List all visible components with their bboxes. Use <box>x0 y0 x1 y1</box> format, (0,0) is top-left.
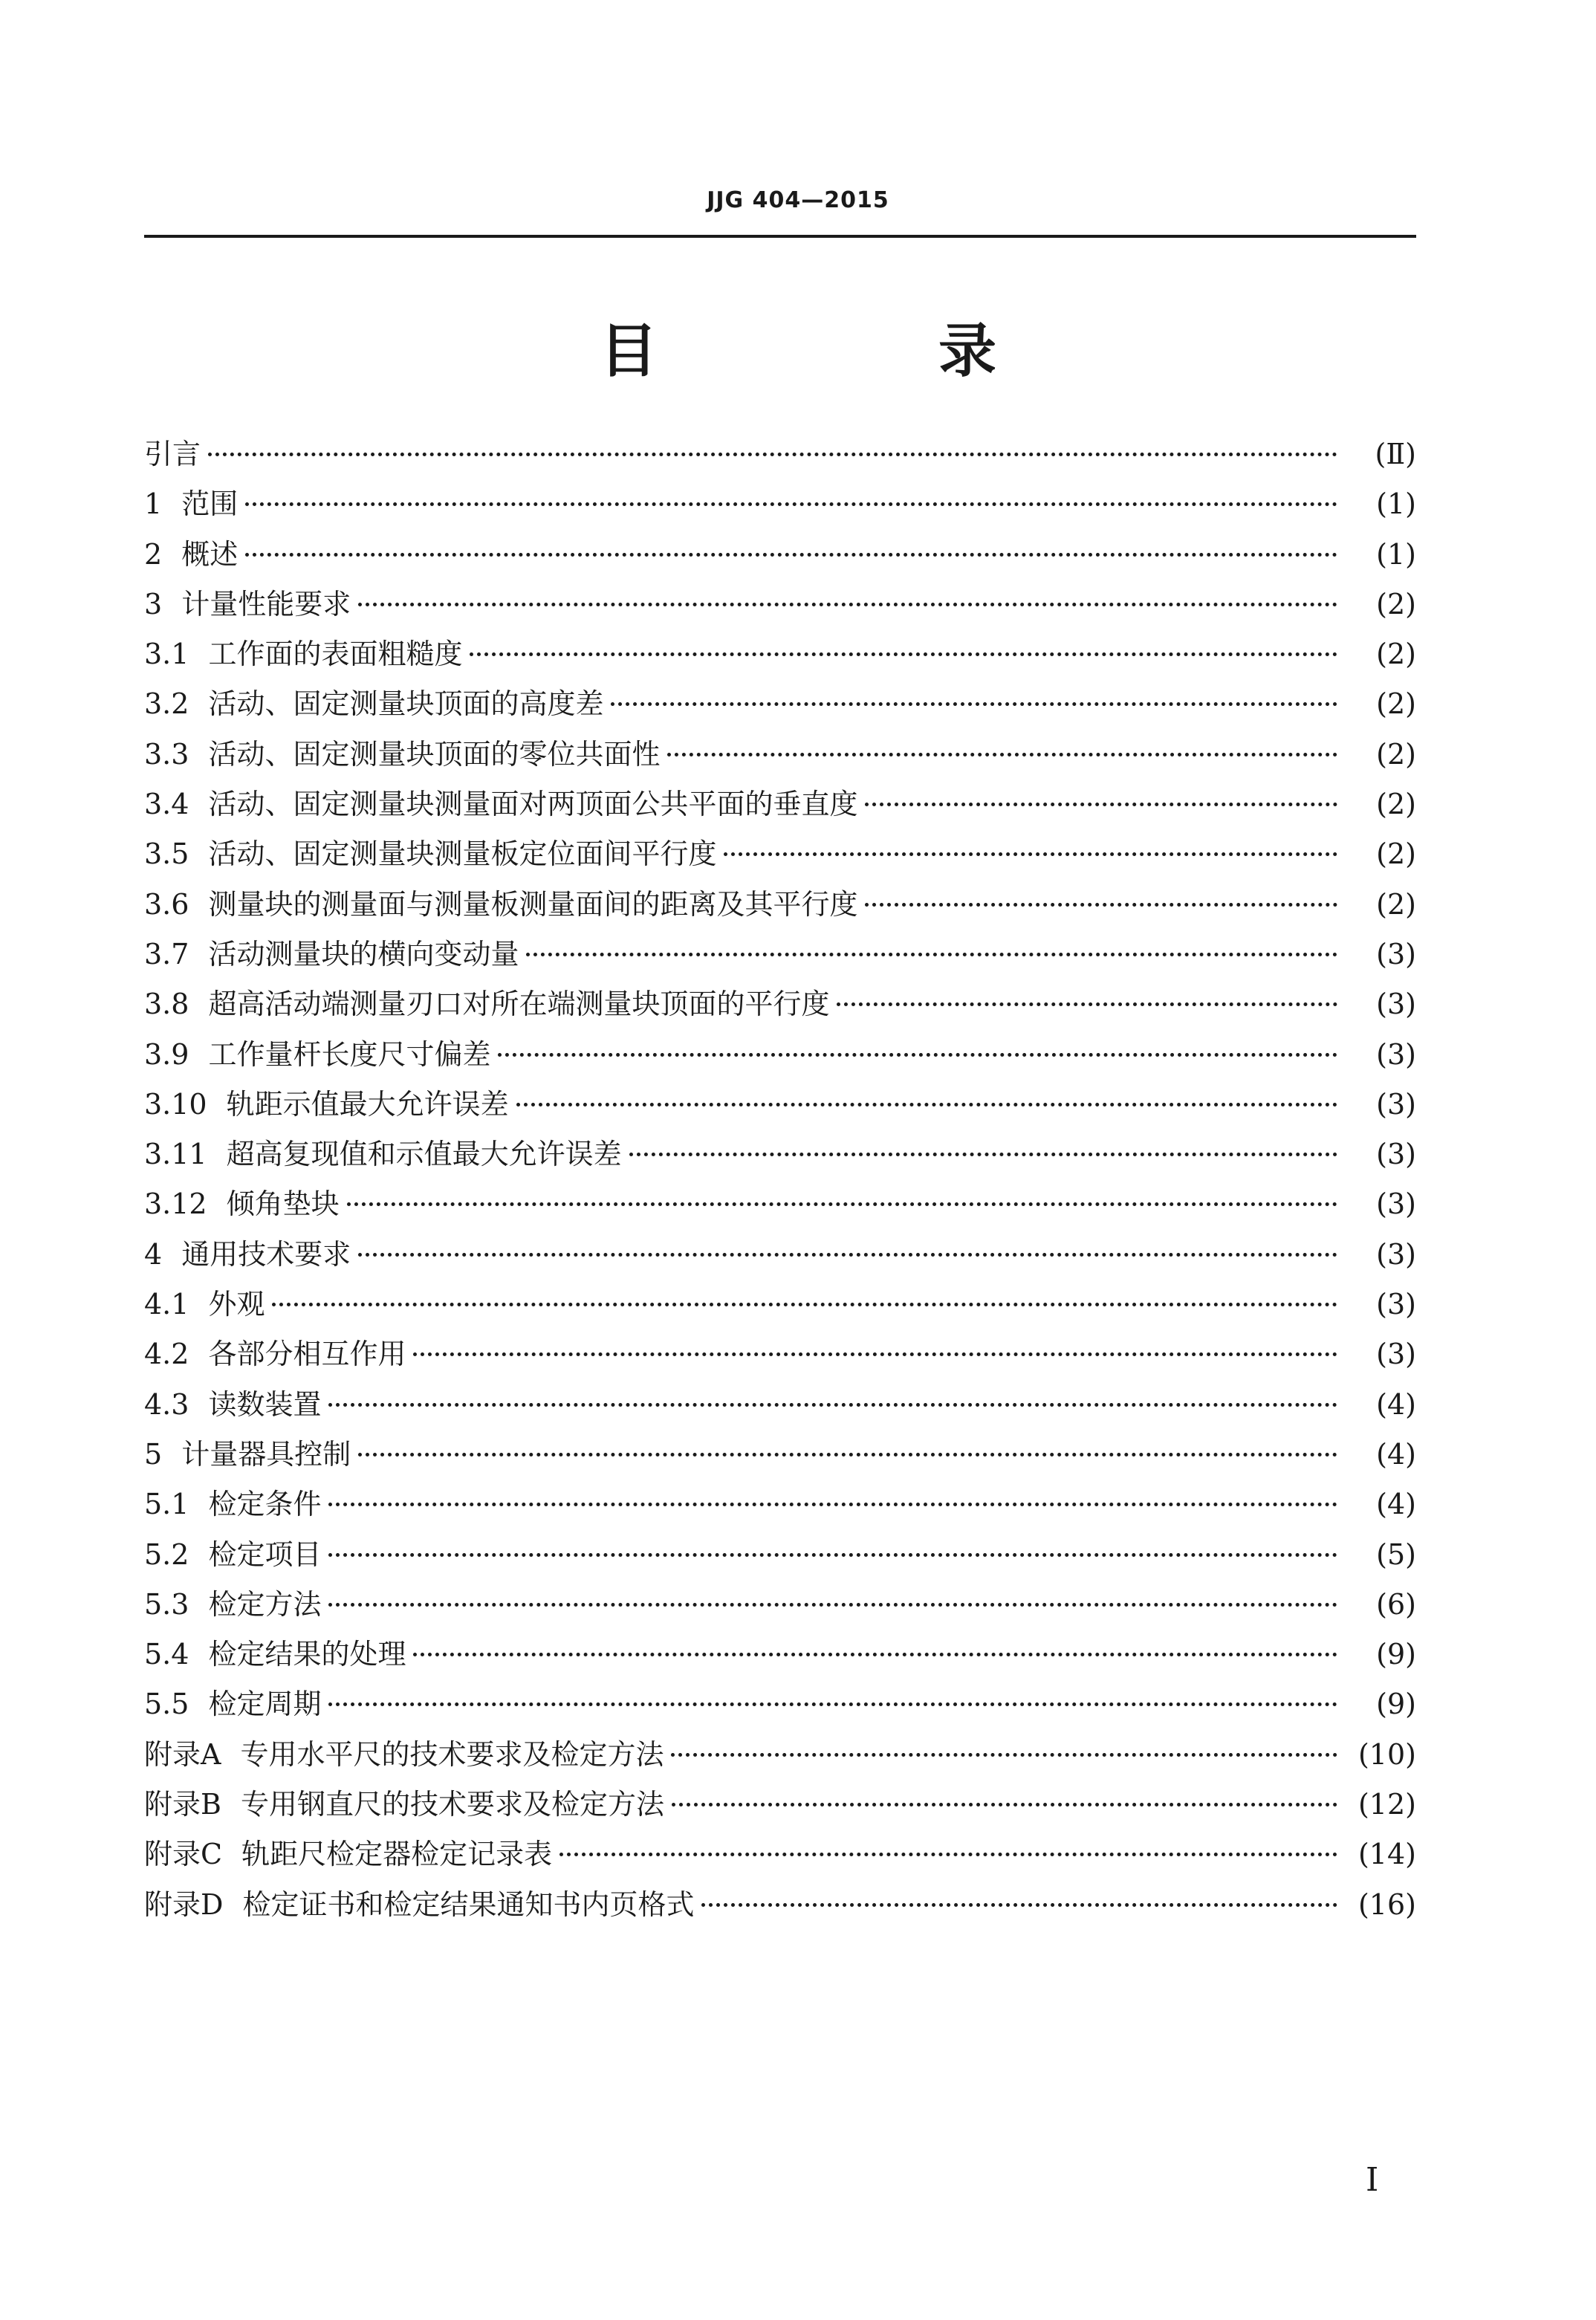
toc-entry-number: 5.3 <box>144 1587 189 1621</box>
toc-entry-title: 各部分相互作用 <box>208 1338 406 1371</box>
toc-entry[interactable] <box>144 730 1416 780</box>
toc-entry[interactable] <box>144 1030 1416 1080</box>
toc-entry-number: 3.8 <box>144 988 189 1021</box>
toc-entry-number: 3.6 <box>144 887 189 921</box>
toc-entry-title: 活动、固定测量块测量面对两顶面公共平面的垂直度 <box>208 788 858 821</box>
running-header: JJG 404—2015 <box>707 187 889 213</box>
toc-entry[interactable] <box>144 629 1416 679</box>
toc-entry-title: 检定方法 <box>208 1587 322 1621</box>
toc-entry-page: (2) <box>1376 837 1416 871</box>
toc-dot-leader <box>208 453 1337 456</box>
toc-dot-leader <box>559 1853 1337 1856</box>
toc-entry[interactable] <box>144 1830 1416 1879</box>
toc-entry-number: 1 <box>144 487 163 521</box>
toc-entry-page: (14) <box>1357 1838 1416 1871</box>
toc-entry[interactable] <box>144 1130 1416 1179</box>
toc-dot-leader <box>667 753 1337 756</box>
toc-entry-number: 4.3 <box>144 1387 189 1421</box>
toc-entry-page: (16) <box>1357 1888 1416 1921</box>
toc-entry-number: 5 <box>144 1437 163 1471</box>
toc-entry[interactable] <box>144 1080 1416 1130</box>
toc-entry-page: (2) <box>1376 638 1416 671</box>
toc-entry[interactable] <box>144 979 1416 1029</box>
toc-entry[interactable] <box>144 1179 1416 1229</box>
header-rule <box>144 235 1416 238</box>
toc-entry[interactable] <box>144 1580 1416 1630</box>
toc-entry-number: 3.12 <box>144 1187 207 1221</box>
toc-dot-leader <box>865 903 1337 907</box>
toc-entry-number: 附录B <box>144 1788 221 1821</box>
toc-entry-title: 计量性能要求 <box>181 587 351 620</box>
toc-entry-title: 工作量杆长度尺寸偏差 <box>208 1037 491 1071</box>
toc-entry-number: 4 <box>144 1237 163 1271</box>
toc-entry-number: 3.10 <box>144 1087 207 1121</box>
toc-entry-page: (2) <box>1376 887 1416 921</box>
toc-entry-title: 活动、固定测量块顶面的零位共面性 <box>208 737 661 771</box>
toc-dot-leader <box>358 1453 1337 1457</box>
toc-entry[interactable] <box>144 1230 1416 1280</box>
toc-dot-leader <box>470 652 1337 656</box>
toc-dot-leader <box>611 702 1337 706</box>
toc-dot-leader <box>498 1053 1337 1057</box>
toc-entry-number: 3.2 <box>144 687 189 721</box>
page-number: I <box>1366 2161 1379 2199</box>
toc-entry-page: (9) <box>1376 1638 1416 1671</box>
toc-dot-leader <box>328 1503 1337 1506</box>
toc-entry-title: 专用钢直尺的技术要求及检定方法 <box>240 1788 664 1821</box>
toc-entry-title: 检定条件 <box>208 1488 322 1521</box>
toc-entry-title: 检定证书和检定结果通知书内页格式 <box>242 1888 695 1921</box>
toc-entry-title: 检定结果的处理 <box>208 1638 406 1671</box>
toc-entry-number: 2 <box>144 537 163 571</box>
toc-entry[interactable] <box>144 880 1416 930</box>
toc-entry-page: (2) <box>1376 687 1416 721</box>
toc-entry-title: 活动测量块的横向变动量 <box>208 937 519 971</box>
table-of-contents <box>144 430 1416 1930</box>
toc-dot-leader <box>328 1553 1337 1557</box>
toc-entry[interactable] <box>144 430 1416 479</box>
toc-entry-number: 5.4 <box>144 1638 189 1671</box>
toc-entry-number: 附录C <box>144 1838 223 1871</box>
toc-dot-leader <box>328 1702 1337 1706</box>
toc-entry-title: 通用技术要求 <box>181 1237 351 1271</box>
toc-entry-page: (3) <box>1376 1187 1416 1221</box>
toc-entry-number: 附录D <box>144 1888 224 1921</box>
toc-entry-page: (5) <box>1376 1538 1416 1571</box>
toc-entry-page: (3) <box>1376 1237 1416 1271</box>
toc-entry-title: 活动、固定测量块测量板定位面间平行度 <box>208 837 717 871</box>
toc-dot-leader <box>701 1903 1337 1907</box>
toc-dot-leader <box>245 553 1337 557</box>
toc-dot-leader <box>413 1653 1337 1656</box>
toc-entry-page: (3) <box>1376 1087 1416 1121</box>
toc-dot-leader <box>358 1253 1337 1257</box>
toc-dot-leader <box>724 852 1337 856</box>
toc-entry-title: 概述 <box>181 537 239 571</box>
toc-entry[interactable] <box>144 1329 1416 1379</box>
toc-entry[interactable] <box>144 530 1416 580</box>
toc-dot-leader <box>328 1403 1337 1407</box>
toc-entry-page: (12) <box>1357 1788 1416 1821</box>
toc-entry-number: 3.1 <box>144 638 189 671</box>
toc-entry-page: (3) <box>1376 988 1416 1021</box>
toc-entry-page: (3) <box>1376 1338 1416 1371</box>
toc-entry-page: (4) <box>1376 1488 1416 1521</box>
toc-entry-number: 3.4 <box>144 788 189 821</box>
toc-entry-number: 附录A <box>144 1737 221 1771</box>
toc-entry[interactable] <box>144 1380 1416 1430</box>
toc-entry[interactable] <box>144 1480 1416 1529</box>
page-title: 目 录 <box>599 318 1108 385</box>
toc-entry[interactable] <box>144 1630 1416 1679</box>
toc-entry-number: 3 <box>144 587 163 620</box>
toc-entry-number: 4.1 <box>144 1288 189 1321</box>
toc-dot-leader <box>672 1803 1337 1807</box>
toc-entry[interactable] <box>144 1780 1416 1830</box>
toc-entry-page: (3) <box>1376 937 1416 971</box>
toc-entry[interactable] <box>144 930 1416 979</box>
toc-entry[interactable] <box>144 1430 1416 1480</box>
toc-dot-leader <box>516 1103 1337 1106</box>
toc-entry-page: (2) <box>1376 587 1416 620</box>
toc-dot-leader <box>865 803 1337 806</box>
toc-entry-page: (6) <box>1376 1587 1416 1621</box>
toc-dot-leader <box>837 1002 1337 1006</box>
toc-entry-page: (3) <box>1376 1288 1416 1321</box>
toc-entry-title: 轨距示值最大允许误差 <box>226 1087 509 1121</box>
toc-dot-leader <box>328 1603 1337 1607</box>
toc-entry-number: 4.2 <box>144 1338 189 1371</box>
toc-entry-title: 外观 <box>208 1288 265 1321</box>
toc-entry-number: 5.5 <box>144 1688 189 1721</box>
toc-dot-leader <box>413 1352 1337 1356</box>
toc-entry-number: 3.9 <box>144 1037 189 1071</box>
toc-entry-title: 检定周期 <box>208 1688 322 1721</box>
toc-entry-title: 超高复现值和示值最大允许误差 <box>226 1138 622 1171</box>
toc-dot-leader <box>245 502 1337 506</box>
toc-entry-page: (1) <box>1376 537 1416 571</box>
toc-entry-title: 检定项目 <box>208 1538 322 1571</box>
toc-dot-leader <box>526 953 1337 956</box>
toc-entry-page: (2) <box>1376 788 1416 821</box>
toc-entry-title: 活动、固定测量块顶面的高度差 <box>208 687 604 721</box>
toc-entry-title: 工作面的表面粗糙度 <box>208 638 463 671</box>
toc-dot-leader <box>629 1153 1337 1156</box>
toc-entry-title: 测量块的测量面与测量板测量面间的距离及其平行度 <box>208 887 858 921</box>
toc-dot-leader <box>358 603 1337 606</box>
toc-entry-number: 5.1 <box>144 1488 189 1521</box>
toc-entry[interactable] <box>144 780 1416 829</box>
toc-entry[interactable] <box>144 1730 1416 1780</box>
toc-entry-title: 轨距尺检定器检定记录表 <box>241 1838 553 1871</box>
toc-entry[interactable] <box>144 1880 1416 1930</box>
toc-entry-number: 3.3 <box>144 737 189 771</box>
toc-entry[interactable] <box>144 580 1416 629</box>
toc-entry-page: (10) <box>1357 1737 1416 1771</box>
toc-entry-title: 倾角垫块 <box>226 1187 340 1221</box>
toc-entry-title: 读数装置 <box>208 1387 322 1421</box>
toc-entry-title: 超高活动端测量刃口对所在端测量块顶面的平行度 <box>208 988 830 1021</box>
toc-entry-title: 范围 <box>181 487 239 521</box>
toc-dot-leader <box>347 1202 1337 1206</box>
toc-entry[interactable] <box>144 1280 1416 1329</box>
toc-entry[interactable] <box>144 1530 1416 1580</box>
toc-entry-page: (3) <box>1376 1037 1416 1071</box>
toc-entry[interactable] <box>144 1679 1416 1729</box>
toc-entry-page: (3) <box>1376 1138 1416 1171</box>
toc-entry-page: (Ⅱ) <box>1375 438 1416 470</box>
toc-entry-page: (4) <box>1376 1437 1416 1471</box>
toc-entry[interactable] <box>144 679 1416 729</box>
toc-entry-page: (2) <box>1376 737 1416 771</box>
toc-entry-number: 3.5 <box>144 837 189 871</box>
toc-entry-page: (1) <box>1376 487 1416 521</box>
toc-dot-leader <box>671 1753 1337 1757</box>
toc-entry-number: 3.7 <box>144 937 189 971</box>
toc-entry-page: (9) <box>1376 1688 1416 1721</box>
toc-entry-title: 计量器具控制 <box>181 1437 351 1471</box>
toc-entry[interactable] <box>144 479 1416 529</box>
toc-dot-leader <box>272 1303 1337 1306</box>
toc-entry-page: (4) <box>1376 1387 1416 1421</box>
toc-entry-number: 3.11 <box>144 1138 207 1171</box>
toc-entry-title: 引言 <box>144 438 201 470</box>
toc-entry-number: 5.2 <box>144 1538 189 1571</box>
toc-entry-title: 专用水平尺的技术要求及检定方法 <box>240 1737 664 1771</box>
toc-entry[interactable] <box>144 829 1416 879</box>
